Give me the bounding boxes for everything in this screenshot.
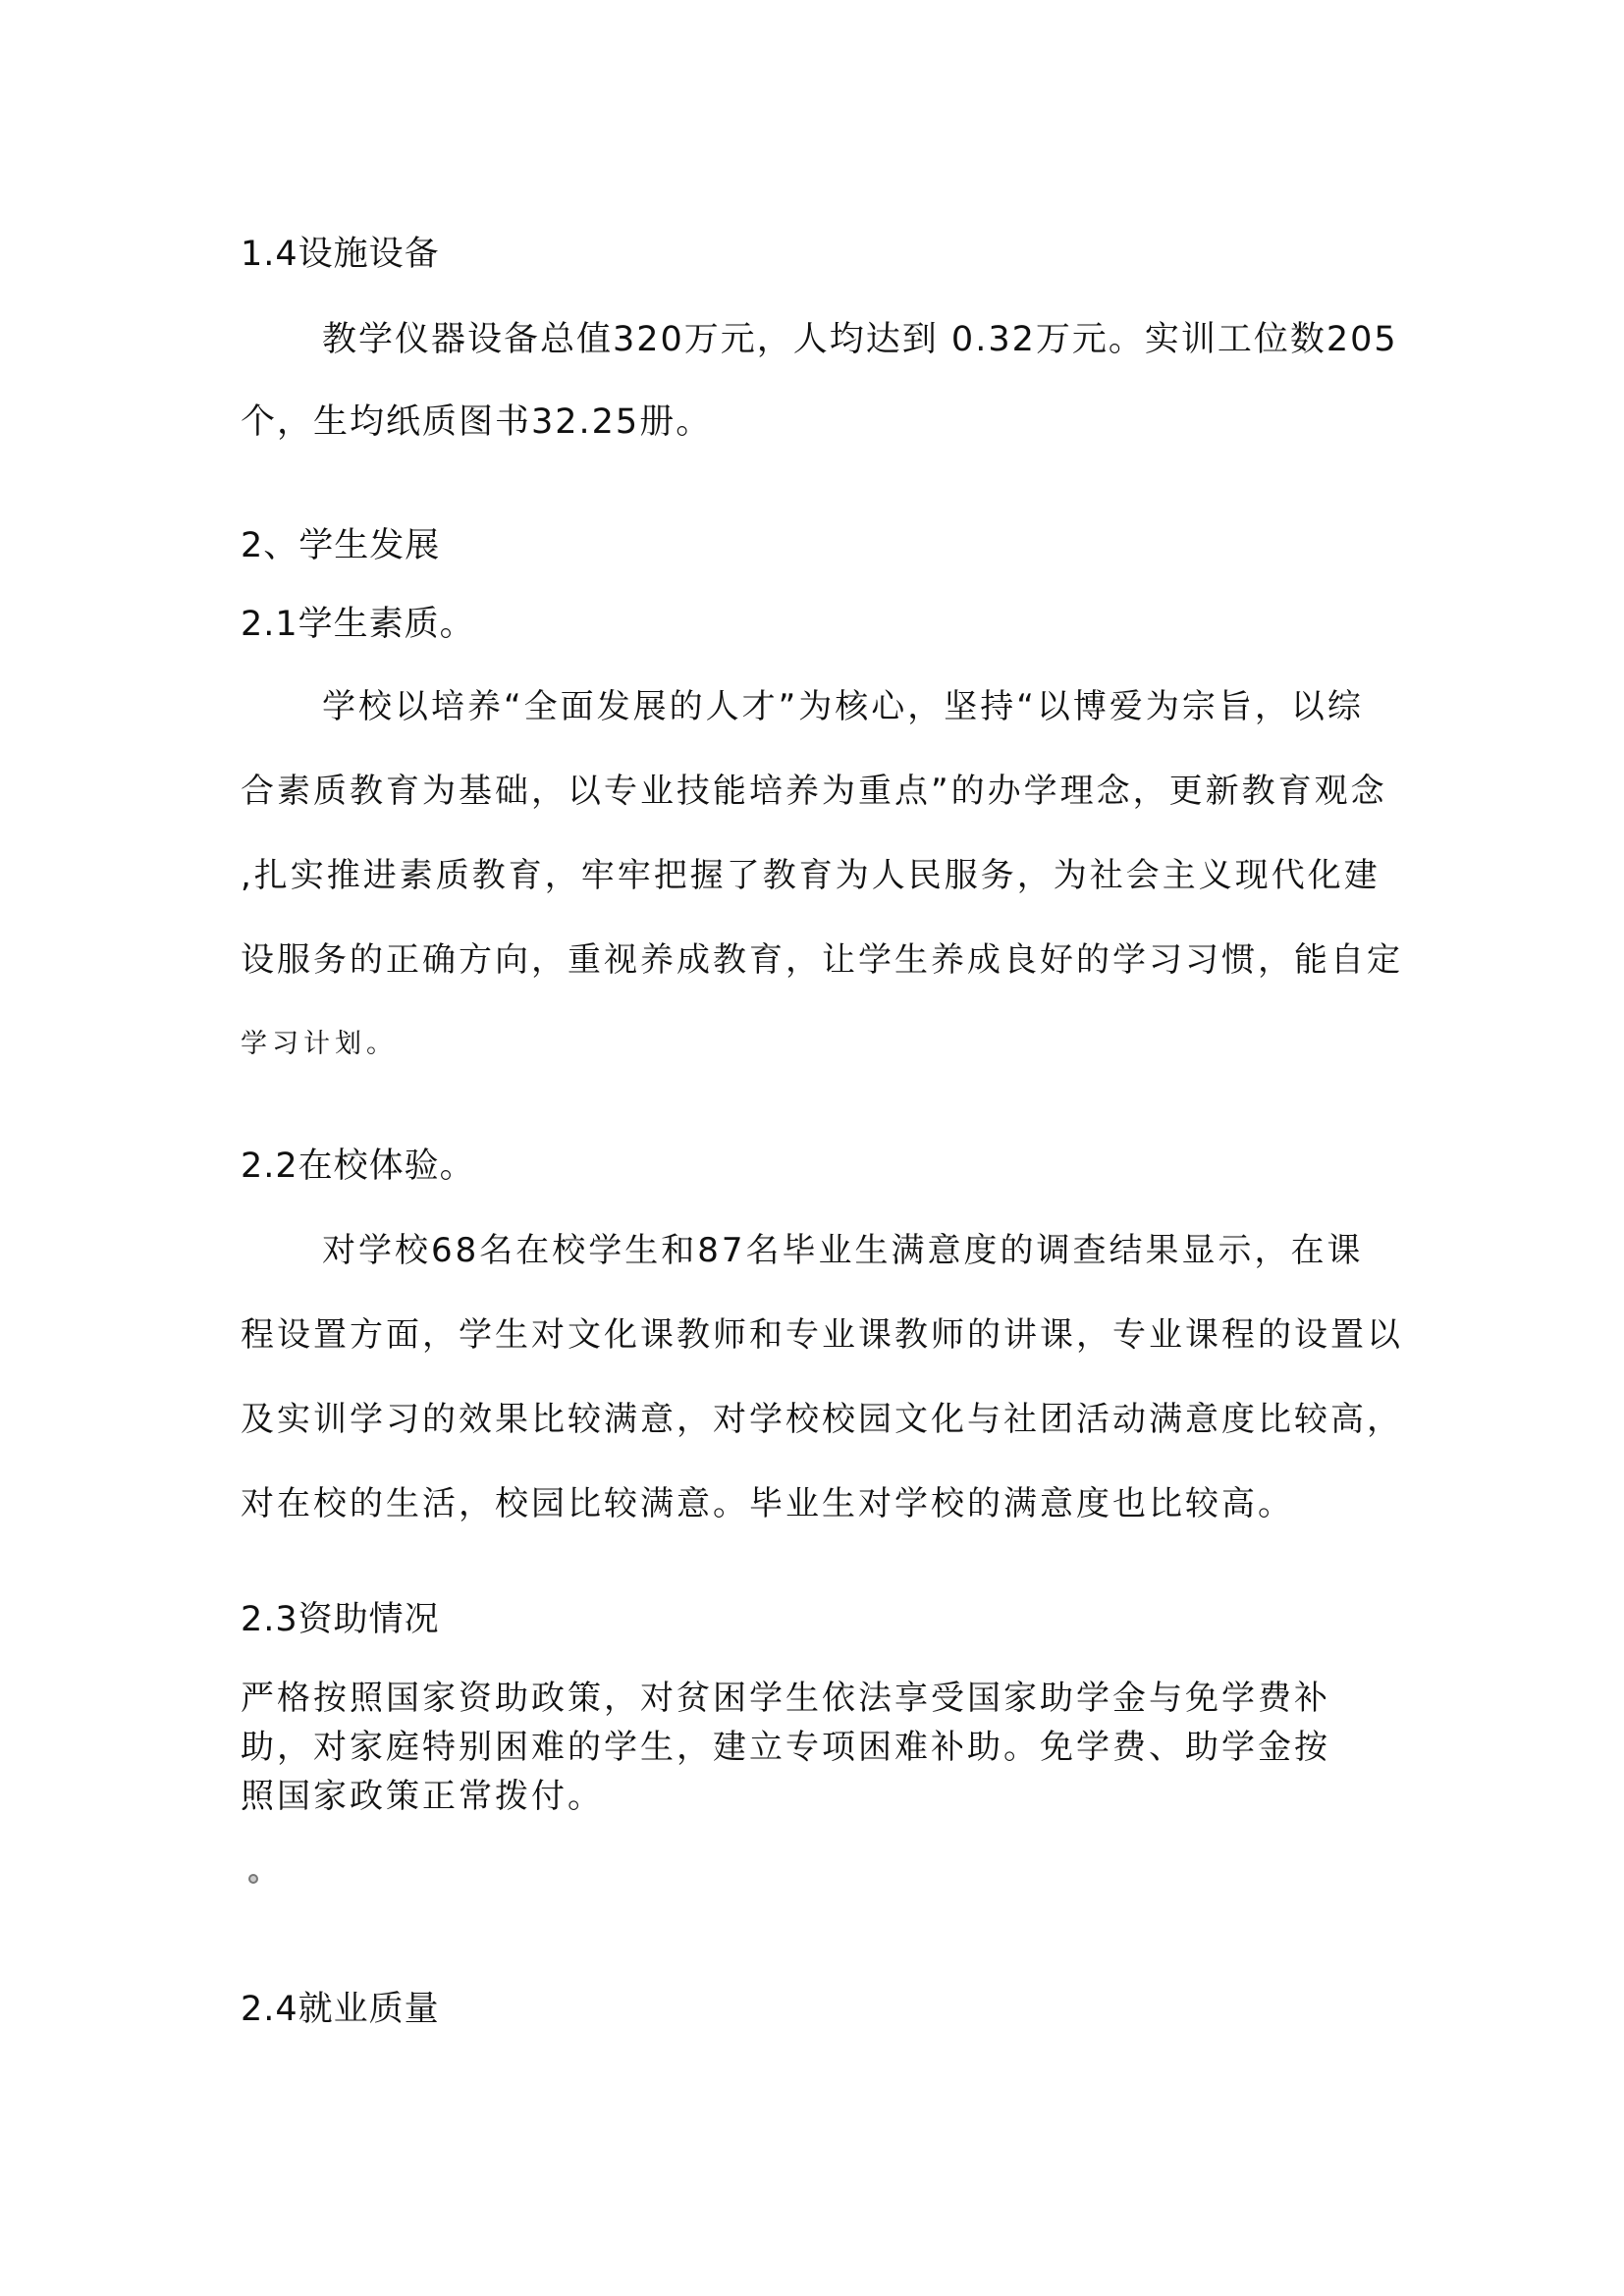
paragraph-line: 教学仪器设备总值320万元，人均达到 0.32万元。实训工位数205 <box>322 320 1398 359</box>
section-heading-2-2: 2.2在校体验。 <box>241 1147 475 1186</box>
paragraph-line: ,扎实推进素质教育，牢牢把握了教育为人民服务，为社会主义现代化建 <box>241 856 1380 895</box>
bullet-mark-icon <box>248 1874 258 1884</box>
paragraph-line: 对在校的生活，校园比较满意。毕业生对学校的满意度也比较高。 <box>241 1484 1294 1523</box>
section-heading-2-3: 2.3资助情况 <box>241 1600 440 1639</box>
paragraph-line: 助，对家庭特别困难的学生，建立专项困难补助。免学费、助学金按 <box>241 1728 1330 1767</box>
paragraph-line: 严格按照国家资助政策，对贫困学生依法享受国家助学金与免学费补 <box>241 1679 1330 1718</box>
paragraph-line: 及实训学习的效果比较满意，对学校校园文化与社团活动满意度比较高， <box>241 1400 1403 1439</box>
section-heading-2-4: 2.4就业质量 <box>241 1990 440 2029</box>
paragraph-line: 设服务的正确方向，重视养成教育，让学生养成良好的学习习惯，能自定 <box>241 940 1403 980</box>
section-heading-1-4: 1.4设施设备 <box>241 235 440 274</box>
paragraph-line: 程设置方面，学生对文化课教师和专业课教师的讲课，专业课程的设置以 <box>241 1315 1403 1355</box>
paragraph-line: 合素质教育为基础，以专业技能培养为重点”的办学理念，更新教育观念 <box>241 772 1387 811</box>
paragraph-line: 学校以培养“全面发展的人才”为核心，坚持“以博爱为宗旨，以综 <box>322 687 1364 726</box>
paragraph-line: 学习计划。 <box>241 1029 398 1059</box>
section-heading-2: 2、学生发展 <box>241 526 441 565</box>
paragraph-line: 对学校68名在校学生和87名毕业生满意度的调查结果显示，在课 <box>322 1231 1364 1270</box>
section-heading-2-1: 2.1学生素质。 <box>241 605 475 644</box>
paragraph-line: 个，生均纸质图书32.25册。 <box>241 402 713 442</box>
paragraph-line: 照国家政策正常拨付。 <box>241 1777 604 1816</box>
